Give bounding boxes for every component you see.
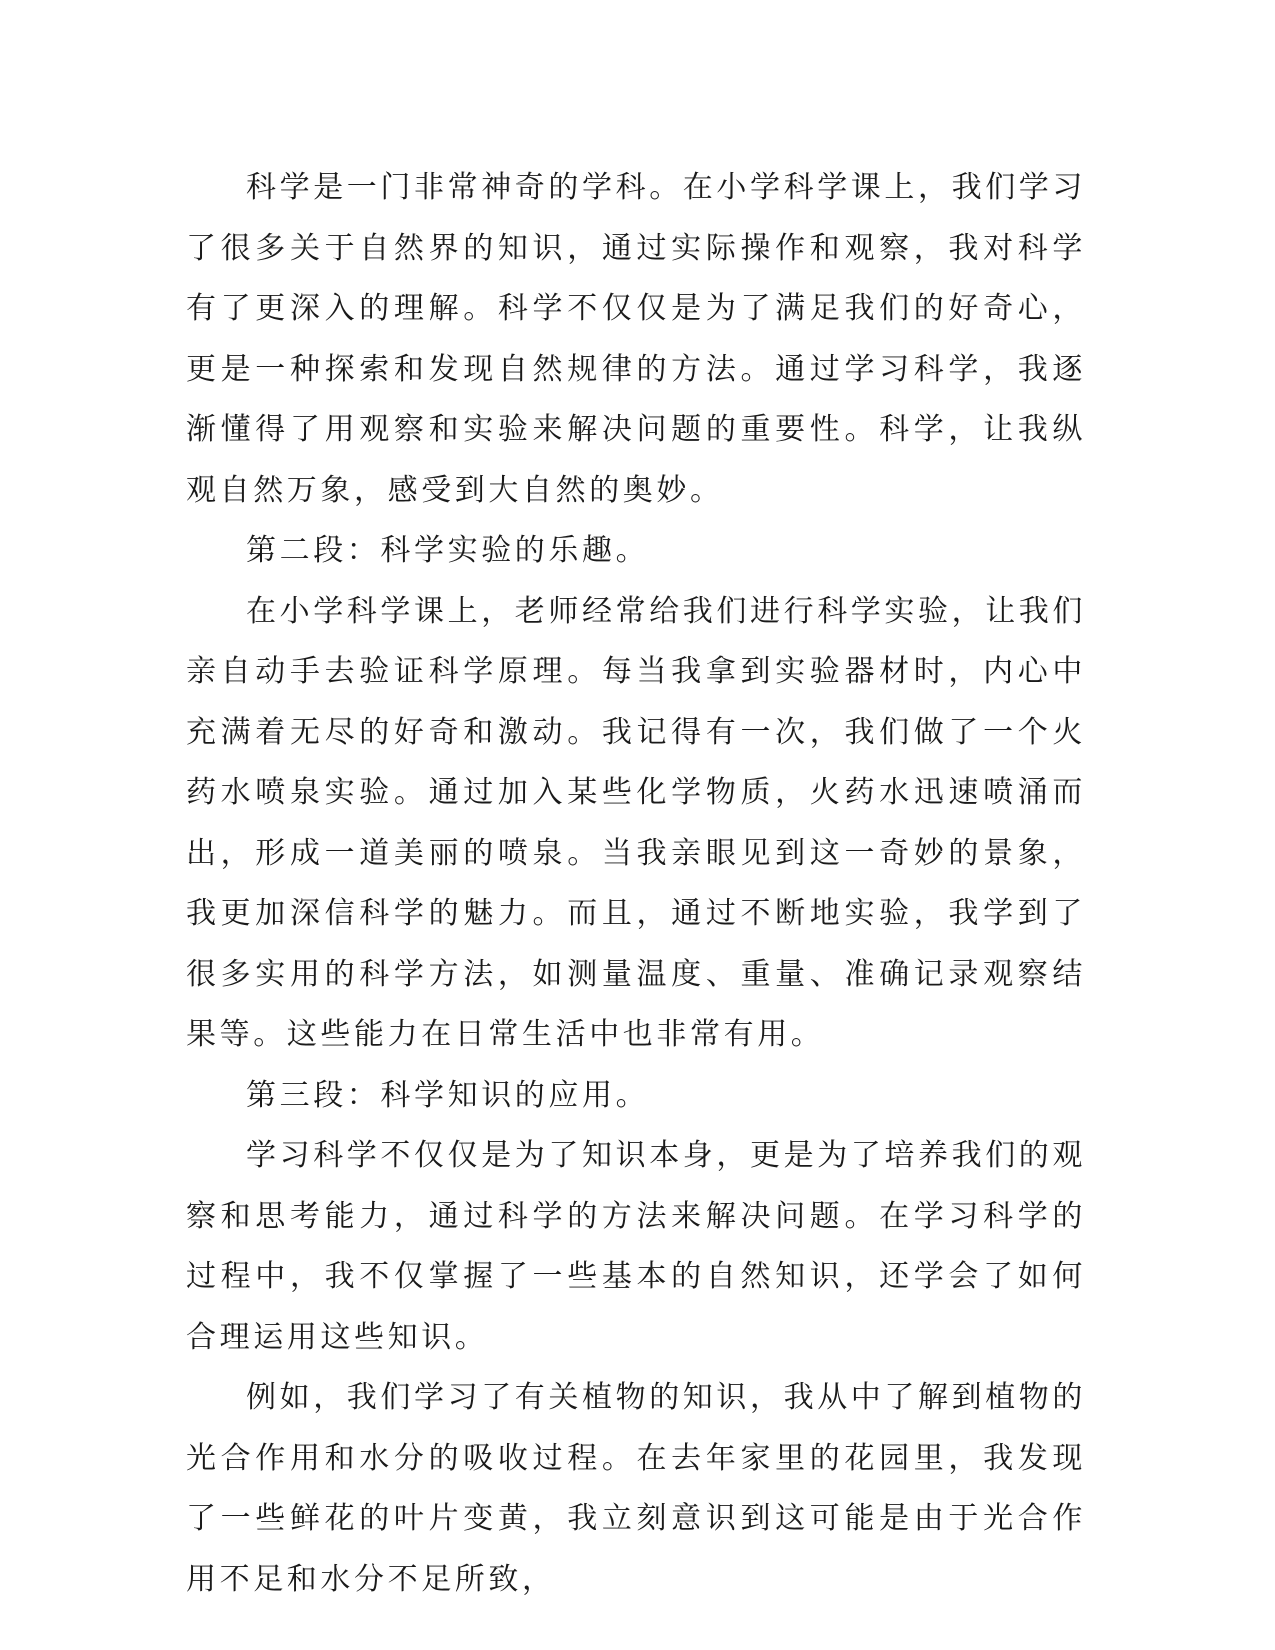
document-body: [186, 158, 1086, 1610]
paragraph-application: 学习科学不仅仅是为了知识本身，更是为了培养我们的观察和思考能力，通过科学的方法来解决问题。在学习科学的过程中，我不仅掌握了一些基本的自然知识，还学会了如何合理运用这些知识。: [186, 1138, 1086, 1355]
paragraph-intro: 科学是一门非常神奇的学科。在小学科学课上，我们学习了很多关于自然界的知识，通过实际操作和观察，我对科学有了更深入的理解。科学不仅仅是为了满足我们的好奇心，更是一种探索和发现自然规律的方法。通过学习科学，我逐渐懂得了用观察和实验来解决问题的重要性。科学，让我纵观自然万象，感受到大自然的奥妙。: [186, 170, 1086, 508]
section-heading-2: 第二段：科学实验的乐趣。: [246, 533, 650, 568]
paragraph-example: 例如，我们学习了有关植物的知识，我从中了解到植物的光合作用和水分的吸收过程。在去年家里的花园里，我发现了一些鲜花的叶片变黄，我立刻意识到这可能是由于光合作用不足和水分不足所致，: [186, 1380, 1086, 1597]
paragraph-experiments: 在小学科学课上，老师经常给我们进行科学实验，让我们亲自动手去验证科学原理。每当我拿到实验器材时，内心中充满着无尽的好奇和激动。我记得有一次，我们做了一个火药水喷泉实验。通过加入某些化学物质，火药水迅速喷涌而出，形成一道美丽的喷泉。当我亲眼见到这一奇妙的景象，我更加深信科学的魅力。而且，通过不断地实验，我学到了很多实用的科学方法，如测量温度、重量、准确记录观察结果等。这些能力在日常生活中也非常有用。: [186, 593, 1086, 1052]
section-heading-3: 第三段：科学知识的应用。: [246, 1077, 650, 1113]
